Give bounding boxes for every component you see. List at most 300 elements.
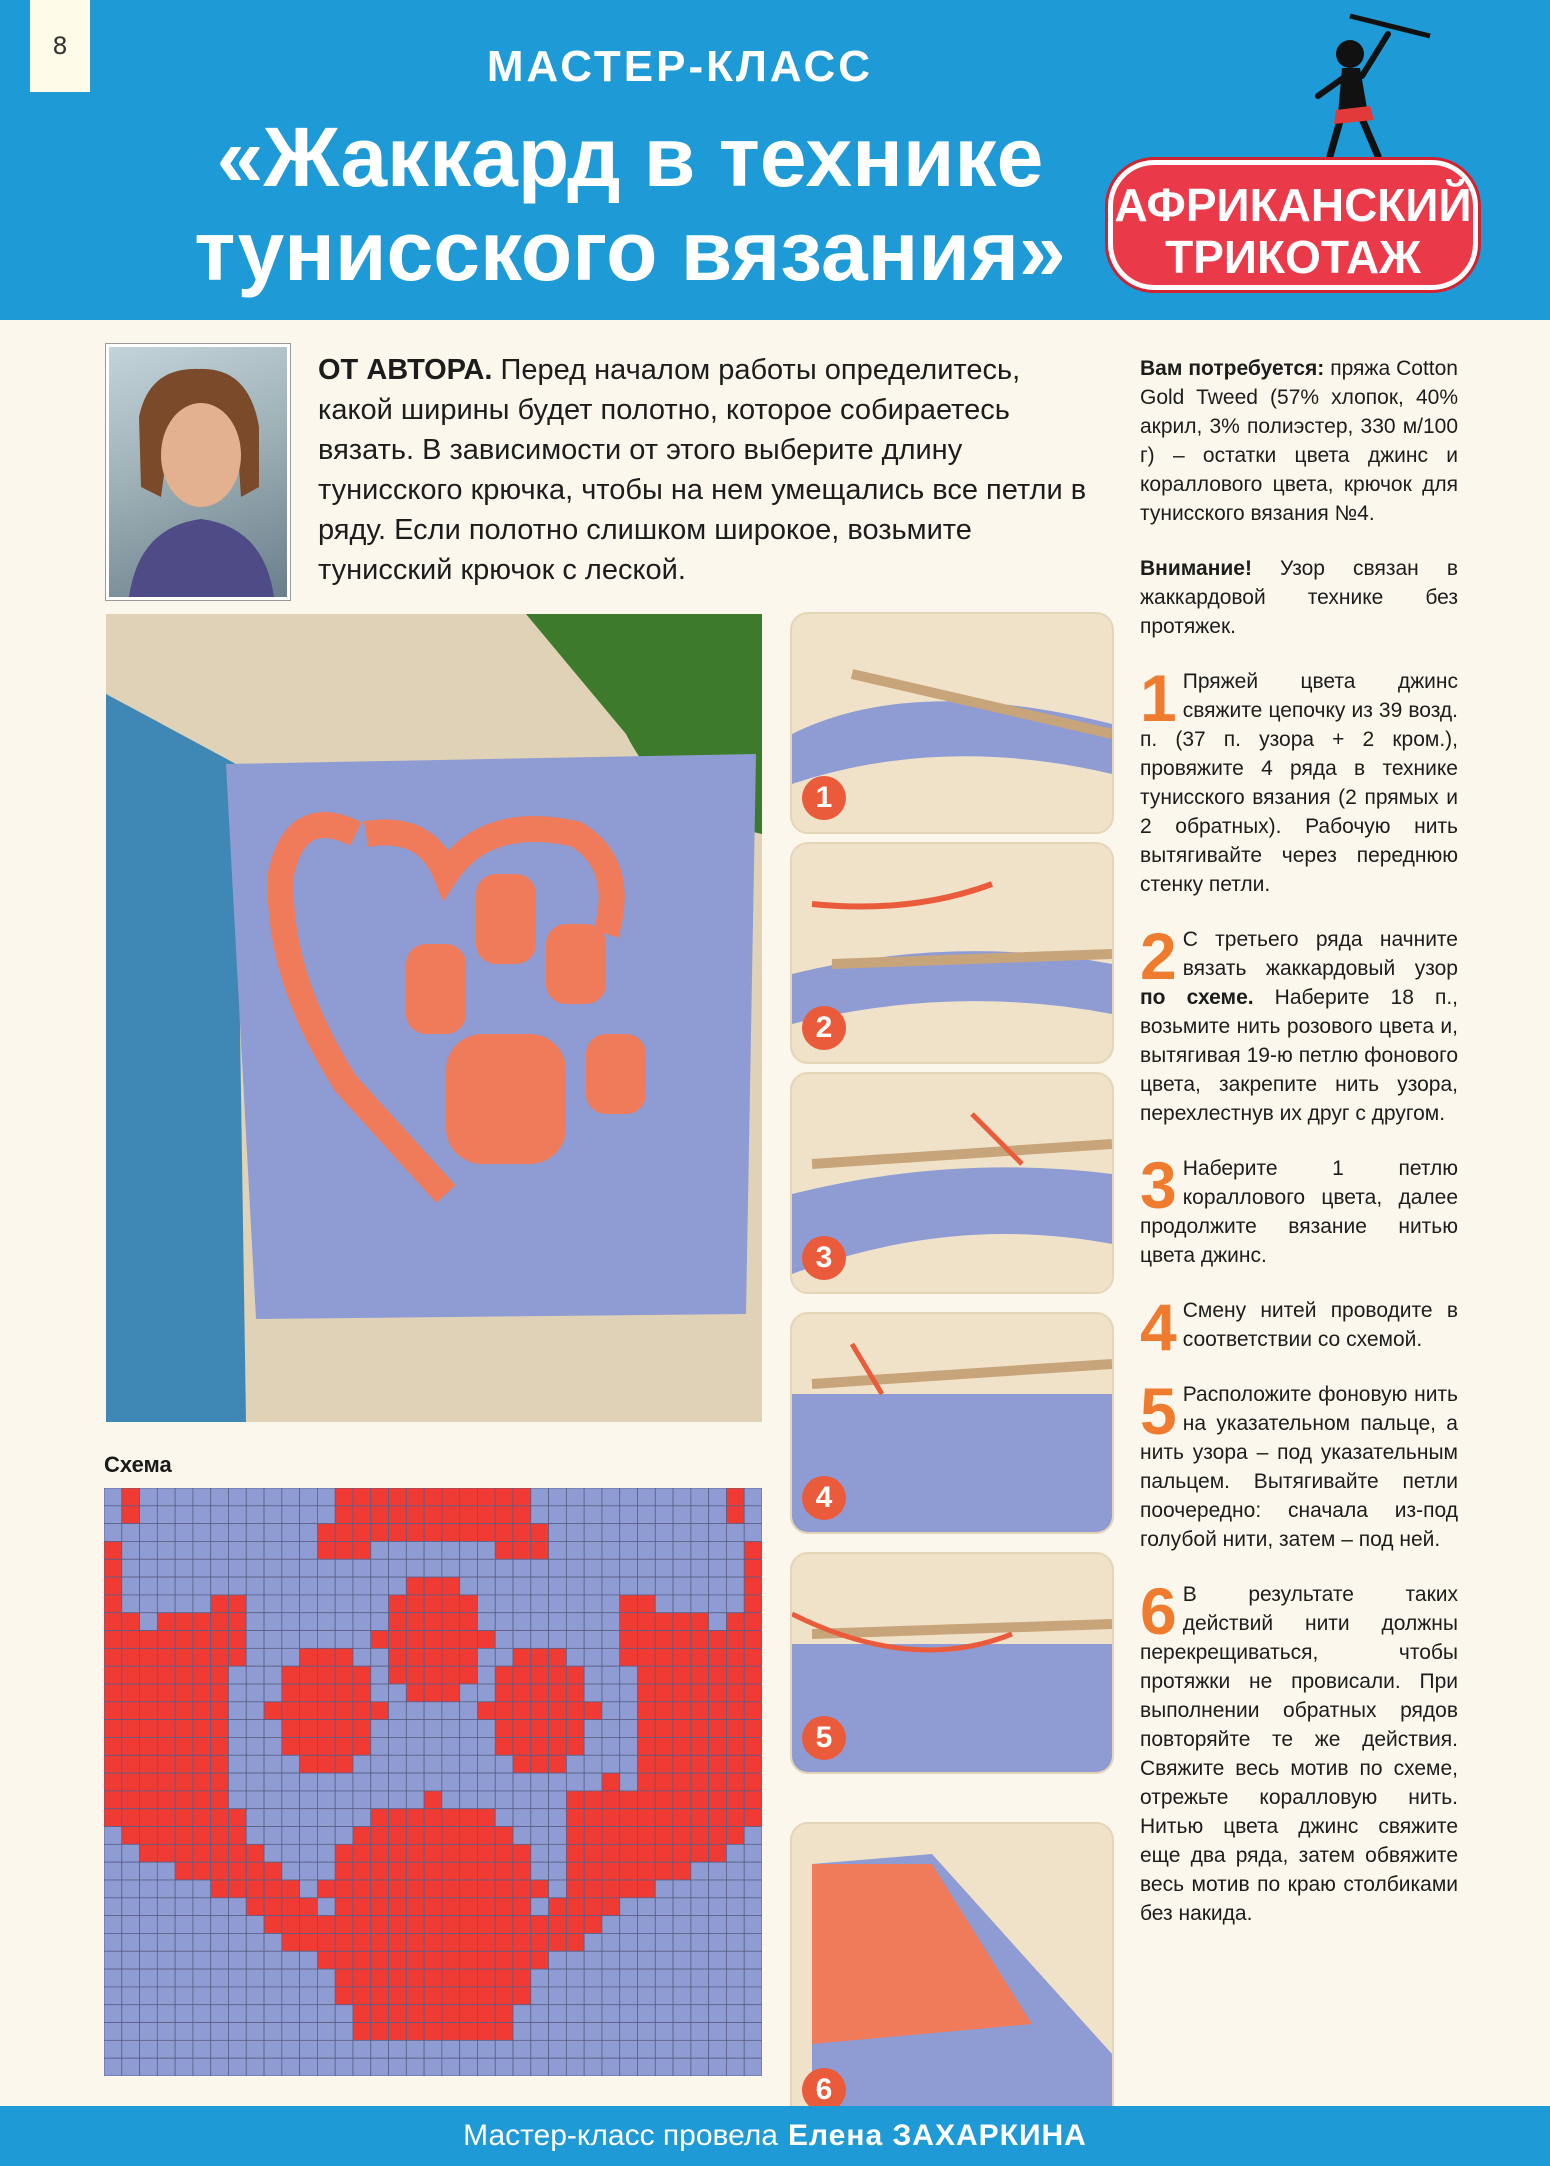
chart-cell xyxy=(744,2040,762,2058)
step-number-badge: 4 xyxy=(802,1476,846,1520)
chart-cell xyxy=(460,1524,478,1542)
chart-cell xyxy=(353,1898,371,1916)
chart-cell xyxy=(371,1880,389,1898)
chart-cell xyxy=(495,1577,513,1595)
chart-cell xyxy=(709,1969,727,1987)
chart-cell xyxy=(655,2023,673,2041)
chart-cell xyxy=(584,1880,602,1898)
chart-cell xyxy=(691,2058,709,2076)
chart-cell xyxy=(157,2023,175,2041)
chart-cell xyxy=(638,2005,656,2023)
chart-cell xyxy=(122,1524,140,1542)
chart-cell xyxy=(744,1969,762,1987)
chart-cell xyxy=(371,1595,389,1613)
finished-motif-photo xyxy=(106,614,762,1422)
chart-cell xyxy=(673,1577,691,1595)
chart-cell xyxy=(264,1844,282,1862)
chart-cell xyxy=(726,1880,744,1898)
chart-cell xyxy=(549,1773,567,1791)
chart-cell xyxy=(193,1577,211,1595)
chart-cell xyxy=(140,2040,158,2058)
chart-cell xyxy=(620,2023,638,2041)
chart-cell xyxy=(566,1809,584,1827)
chart-cell xyxy=(104,1524,122,1542)
chart-cell xyxy=(531,1720,549,1738)
chart-cell xyxy=(353,1827,371,1845)
chart-cell xyxy=(335,1755,353,1773)
chart-cell xyxy=(744,1951,762,1969)
chart-cell xyxy=(122,1702,140,1720)
chart-cell xyxy=(300,1916,318,1934)
chart-cell xyxy=(371,1577,389,1595)
chart-cell xyxy=(744,1506,762,1524)
chart-cell xyxy=(353,1631,371,1649)
chart-cell xyxy=(638,1987,656,2005)
chart-cell xyxy=(549,1577,567,1595)
chart-cell xyxy=(584,1577,602,1595)
chart-cell xyxy=(691,1737,709,1755)
chart-cell xyxy=(726,2005,744,2023)
chart-cell xyxy=(673,1916,691,1934)
chart-cell xyxy=(317,1898,335,1916)
chart-cell xyxy=(157,1880,175,1898)
chart-cell xyxy=(193,2040,211,2058)
chart-cell xyxy=(477,1506,495,1524)
chart-cell xyxy=(353,1702,371,1720)
chart-cell xyxy=(513,1702,531,1720)
chart-cell xyxy=(389,1684,407,1702)
chart-cell xyxy=(531,1987,549,2005)
chart-cell xyxy=(353,1755,371,1773)
chart-cell xyxy=(300,1755,318,1773)
chart-cell xyxy=(584,1916,602,1934)
chart-cell xyxy=(282,1862,300,1880)
chart-cell xyxy=(655,2005,673,2023)
chart-cell xyxy=(726,1506,744,1524)
chart-cell xyxy=(246,1595,264,1613)
chart-cell xyxy=(709,1844,727,1862)
chart-cell xyxy=(549,1737,567,1755)
chart-cell xyxy=(157,1524,175,1542)
chart-cell xyxy=(691,2040,709,2058)
chart-cell xyxy=(264,1595,282,1613)
chart-cell xyxy=(317,2058,335,2076)
chart-cell xyxy=(495,1933,513,1951)
chart-cell xyxy=(638,1898,656,1916)
chart-cell xyxy=(122,1827,140,1845)
chart-cell xyxy=(424,1898,442,1916)
chart-cell xyxy=(460,1737,478,1755)
chart-cell xyxy=(620,1809,638,1827)
chart-cell xyxy=(300,1541,318,1559)
chart-cell xyxy=(655,1506,673,1524)
chart-cell xyxy=(317,1809,335,1827)
chart-cell xyxy=(246,1613,264,1631)
chart-cell xyxy=(317,1559,335,1577)
chart-cell xyxy=(317,1916,335,1934)
chart-cell xyxy=(602,1791,620,1809)
chart-cell xyxy=(228,1791,246,1809)
chart-cell xyxy=(193,1720,211,1738)
chart-cell xyxy=(424,1488,442,1506)
chart-cell xyxy=(140,1737,158,1755)
chart-cell xyxy=(193,1613,211,1631)
chart-cell xyxy=(726,1827,744,1845)
chart-cell xyxy=(709,1595,727,1613)
chart-cell xyxy=(744,1702,762,1720)
materials-text: пряжа Cotton Gold Tweed (57% хлопок, 40% акрил, 3% полиэстер, 330 м/100 г) – остатки цвета джинс и кораллового цвета, крючок для тунисского вязания №4. xyxy=(1140,357,1458,525)
chart-cell xyxy=(673,1969,691,1987)
chart-cell xyxy=(620,2040,638,2058)
step-photo-5 xyxy=(790,1552,1114,1774)
chart-cell xyxy=(353,1720,371,1738)
chart-cell xyxy=(584,1488,602,1506)
chart-cell xyxy=(317,1755,335,1773)
chart-cell xyxy=(655,1577,673,1595)
chart-cell xyxy=(460,1969,478,1987)
chart-cell xyxy=(726,1933,744,1951)
chart-cell xyxy=(193,1755,211,1773)
chart-cell xyxy=(211,1773,229,1791)
chart-cell xyxy=(104,1773,122,1791)
chart-cell xyxy=(709,1648,727,1666)
step-text: С третьего ряда начните вязать жаккардовый узор xyxy=(1182,928,1458,980)
chart-cell xyxy=(460,1631,478,1649)
chart-cell xyxy=(477,1827,495,1845)
chart-cell xyxy=(246,1880,264,1898)
chart-cell xyxy=(584,1951,602,1969)
chart-cell xyxy=(602,2023,620,2041)
chart-cell xyxy=(228,1595,246,1613)
chart-cell xyxy=(264,1702,282,1720)
chart-cell xyxy=(353,1773,371,1791)
chart-cell xyxy=(389,1648,407,1666)
chart-cell xyxy=(122,1755,140,1773)
chart-cell xyxy=(709,1488,727,1506)
chart-cell xyxy=(584,1987,602,2005)
chart-cell xyxy=(228,1951,246,1969)
chart-cell xyxy=(175,1898,193,1916)
chart-cell xyxy=(709,1613,727,1631)
chart-cell xyxy=(406,1541,424,1559)
chart-cell xyxy=(193,1916,211,1934)
chart-cell xyxy=(193,1969,211,1987)
chart-cell xyxy=(442,1577,460,1595)
chart-cell xyxy=(317,1862,335,1880)
chart-cell xyxy=(584,1933,602,1951)
chart-cell xyxy=(477,1702,495,1720)
chart-cell xyxy=(371,2005,389,2023)
chart-cell xyxy=(620,1916,638,1934)
chart-cell xyxy=(246,1844,264,1862)
chart-cell xyxy=(442,1755,460,1773)
chart-cell xyxy=(175,1506,193,1524)
chart-cell xyxy=(424,1631,442,1649)
chart-cell xyxy=(264,1773,282,1791)
chart-cell xyxy=(726,1648,744,1666)
chart-cell xyxy=(282,1524,300,1542)
chart-cell xyxy=(353,2023,371,2041)
chart-cell xyxy=(655,1898,673,1916)
chart-cell xyxy=(673,1524,691,1542)
chart-cell xyxy=(620,1951,638,1969)
chart-cell xyxy=(691,1898,709,1916)
chart-cell xyxy=(282,1755,300,1773)
chart-cell xyxy=(228,1631,246,1649)
chart-cell xyxy=(104,1809,122,1827)
chart-cell xyxy=(122,1631,140,1649)
chart-cell xyxy=(282,1720,300,1738)
chart-cell xyxy=(122,1862,140,1880)
chart-cell xyxy=(549,1862,567,1880)
chart-cell xyxy=(353,1844,371,1862)
chart-cell xyxy=(371,1488,389,1506)
chart-cell xyxy=(282,1666,300,1684)
chart-cell xyxy=(157,1862,175,1880)
chart-cell xyxy=(157,1613,175,1631)
chart-cell xyxy=(122,1916,140,1934)
chart-cell xyxy=(157,1755,175,1773)
chart-cell xyxy=(122,1648,140,1666)
chart-cell xyxy=(655,1773,673,1791)
chart-cell xyxy=(246,1916,264,1934)
chart-cell xyxy=(317,1648,335,1666)
chart-cell xyxy=(495,1631,513,1649)
chart-cell xyxy=(264,1898,282,1916)
chart-cell xyxy=(335,1844,353,1862)
chart-cell xyxy=(691,1524,709,1542)
chart-cell xyxy=(264,2058,282,2076)
chart-cell xyxy=(424,1506,442,1524)
chart-cell xyxy=(744,1666,762,1684)
chart-cell xyxy=(353,1809,371,1827)
chart-cell xyxy=(424,1827,442,1845)
chart-cell xyxy=(282,1595,300,1613)
chart-cell xyxy=(228,1577,246,1595)
chart-cell xyxy=(460,1666,478,1684)
attention-text: Узор связан в жаккардовой технике без протяжек. xyxy=(1140,557,1458,638)
chart-cell xyxy=(531,1524,549,1542)
chart-cell xyxy=(531,1559,549,1577)
chart-cell xyxy=(104,1827,122,1845)
chart-cell xyxy=(211,1737,229,1755)
chart-cell xyxy=(460,1613,478,1631)
chart-cell xyxy=(726,1791,744,1809)
chart-cell xyxy=(638,2040,656,2058)
chart-cell xyxy=(477,1987,495,2005)
chart-cell xyxy=(691,1613,709,1631)
chart-cell xyxy=(638,1559,656,1577)
chart-cell xyxy=(549,1898,567,1916)
chart-cell xyxy=(104,1737,122,1755)
chart-cell xyxy=(140,1773,158,1791)
chart-cell xyxy=(638,1916,656,1934)
chart-cell xyxy=(638,1702,656,1720)
chart-cell xyxy=(104,1951,122,1969)
chart-cell xyxy=(531,1577,549,1595)
chart-cell xyxy=(389,1809,407,1827)
chart-cell xyxy=(389,1488,407,1506)
chart-cell xyxy=(406,1809,424,1827)
chart-cell xyxy=(566,2023,584,2041)
chart-cell xyxy=(228,1613,246,1631)
chart-cell xyxy=(460,1577,478,1595)
chart-cell xyxy=(531,1809,549,1827)
chart-cell xyxy=(477,1809,495,1827)
chart-cell xyxy=(335,1969,353,1987)
chart-cell xyxy=(495,1666,513,1684)
chart-cell xyxy=(228,1755,246,1773)
chart-cell xyxy=(566,1524,584,1542)
chart-cell xyxy=(584,1844,602,1862)
chart-cell xyxy=(122,1541,140,1559)
chart-cell xyxy=(264,1613,282,1631)
chart-cell xyxy=(477,1951,495,1969)
chart-cell xyxy=(371,2058,389,2076)
chart-cell xyxy=(673,1933,691,1951)
chart-cell xyxy=(211,1916,229,1934)
chart-cell xyxy=(495,1987,513,2005)
chart-cell xyxy=(602,2005,620,2023)
chart-cell xyxy=(620,1969,638,1987)
chart-cell xyxy=(566,2040,584,2058)
chart-cell xyxy=(531,2040,549,2058)
chart-cell xyxy=(744,1488,762,1506)
chart-cell xyxy=(317,1595,335,1613)
chart-cell xyxy=(531,1488,549,1506)
chart-cell xyxy=(477,1684,495,1702)
chart-cell xyxy=(549,1541,567,1559)
chart-cell xyxy=(175,1862,193,1880)
chart-cell xyxy=(726,1631,744,1649)
chart-cell xyxy=(655,1541,673,1559)
chart-cell xyxy=(122,1773,140,1791)
chart-cell xyxy=(335,1541,353,1559)
chart-cell xyxy=(744,1595,762,1613)
chart-cell xyxy=(300,1684,318,1702)
chart-cell xyxy=(193,1737,211,1755)
chart-cell xyxy=(282,1541,300,1559)
chart-cell xyxy=(157,2040,175,2058)
chart-cell xyxy=(228,1969,246,1987)
chart-cell xyxy=(371,1844,389,1862)
chart-cell xyxy=(566,1666,584,1684)
chart-cell xyxy=(566,1541,584,1559)
chart-cell xyxy=(460,1755,478,1773)
chart-cell xyxy=(424,1933,442,1951)
chart-cell xyxy=(584,2005,602,2023)
chart-cell xyxy=(211,1631,229,1649)
chart-cell xyxy=(371,1720,389,1738)
chart-cell xyxy=(602,1541,620,1559)
chart-cell xyxy=(638,1969,656,1987)
chart-cell xyxy=(406,1791,424,1809)
step-2 xyxy=(1140,919,1458,1128)
chart-cell xyxy=(477,1898,495,1916)
chart-cell xyxy=(317,1951,335,1969)
chart-cell xyxy=(691,1844,709,1862)
chart-cell xyxy=(389,1720,407,1738)
chart-cell xyxy=(389,1559,407,1577)
chart-cell xyxy=(620,1844,638,1862)
chart-cell xyxy=(335,1666,353,1684)
chart-cell xyxy=(460,1933,478,1951)
chart-cell xyxy=(157,1844,175,1862)
chart-cell xyxy=(691,1880,709,1898)
chart-cell xyxy=(744,1541,762,1559)
chart-cell xyxy=(726,1737,744,1755)
chart-cell xyxy=(406,1773,424,1791)
chart-cell xyxy=(655,1720,673,1738)
chart-cell xyxy=(389,1737,407,1755)
chart-cell xyxy=(744,1755,762,1773)
chart-cell xyxy=(691,1933,709,1951)
chart-cell xyxy=(442,1916,460,1934)
chart-cell xyxy=(620,1595,638,1613)
chart-cell xyxy=(335,1862,353,1880)
chart-cell xyxy=(638,1488,656,1506)
chart-cell xyxy=(513,1737,531,1755)
chart-cell xyxy=(300,1987,318,2005)
chart-cell xyxy=(744,1809,762,1827)
step-4 xyxy=(1140,1290,1458,1364)
chart-cell xyxy=(584,1506,602,1524)
chart-cell xyxy=(317,1506,335,1524)
chart-cell xyxy=(193,1987,211,2005)
chart-cell xyxy=(353,1987,371,2005)
chart-cell xyxy=(513,2023,531,2041)
chart-cell xyxy=(442,1506,460,1524)
chart-cell xyxy=(406,1844,424,1862)
chart-cell xyxy=(442,1488,460,1506)
chart-cell xyxy=(442,1951,460,1969)
chart-cell xyxy=(460,1809,478,1827)
chart-cell xyxy=(193,1773,211,1791)
chart-cell xyxy=(513,1809,531,1827)
chart-cell xyxy=(335,1737,353,1755)
chart-cell xyxy=(584,1809,602,1827)
chart-cell xyxy=(389,2023,407,2041)
chart-cell xyxy=(211,1755,229,1773)
chart-cell xyxy=(406,1559,424,1577)
chart-cell xyxy=(175,1737,193,1755)
chart-cell xyxy=(691,1595,709,1613)
chart-cell xyxy=(300,1737,318,1755)
chart-cell xyxy=(549,1933,567,1951)
chart-cell xyxy=(726,1969,744,1987)
chart-cell xyxy=(673,1862,691,1880)
chart-cell xyxy=(709,1862,727,1880)
chart-cell xyxy=(335,1898,353,1916)
chart-cell xyxy=(495,1595,513,1613)
chart-cell xyxy=(300,1613,318,1631)
chart-cell xyxy=(602,1898,620,1916)
chart-cell xyxy=(424,1773,442,1791)
chart-cell xyxy=(602,1880,620,1898)
chart-cell xyxy=(620,1862,638,1880)
chart-cell xyxy=(549,2023,567,2041)
chart-cell xyxy=(424,2005,442,2023)
chart-cell xyxy=(726,1488,744,1506)
chart-cell xyxy=(424,1613,442,1631)
chart-cell xyxy=(389,1862,407,1880)
chart-cell xyxy=(691,1755,709,1773)
chart-cell xyxy=(406,1524,424,1542)
chart-cell xyxy=(691,1559,709,1577)
chart-cell xyxy=(406,1987,424,2005)
step-6 xyxy=(1140,1574,1458,1928)
step-number-badge: 5 xyxy=(802,1716,846,1760)
